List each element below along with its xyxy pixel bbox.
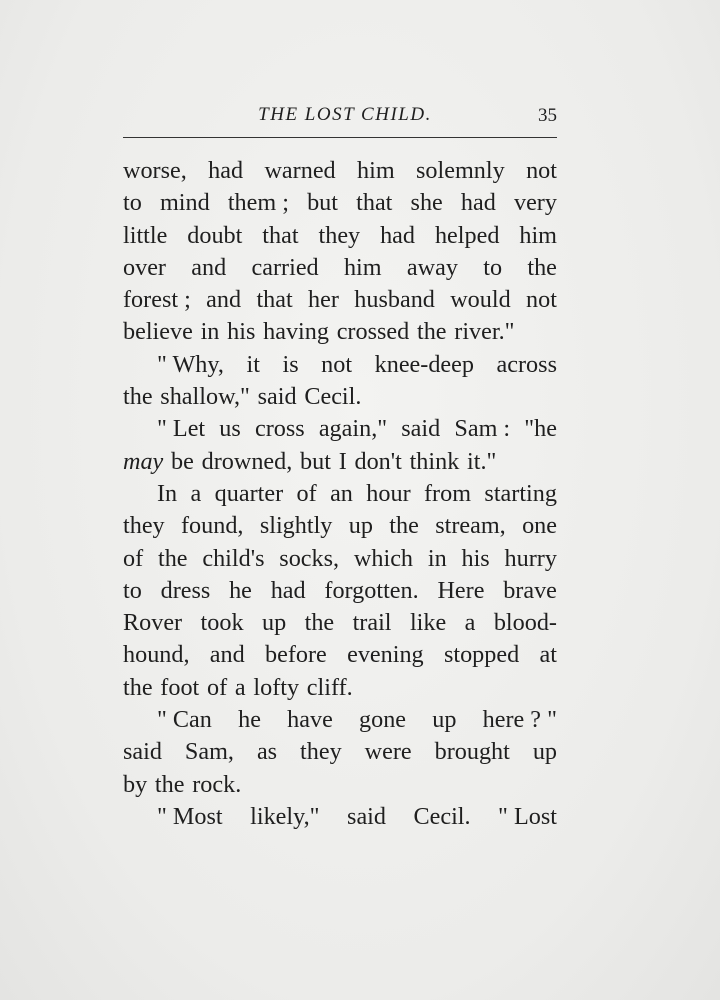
word: have (287, 706, 333, 734)
word: at (539, 641, 557, 669)
text-line (123, 607, 557, 639)
word: like (409, 609, 447, 637)
word: blood- (493, 609, 557, 637)
word: very (513, 189, 557, 217)
running-title: THE LOST CHILD. (258, 104, 432, 125)
word: helped (434, 221, 500, 249)
word: across (496, 350, 557, 378)
word: solemnly (416, 157, 505, 184)
word: cliff. (306, 673, 353, 701)
text-line (123, 704, 557, 736)
text-line (123, 446, 557, 478)
word: they (123, 512, 165, 540)
word: him (343, 253, 382, 281)
word: is (282, 350, 299, 378)
word: rock. (192, 770, 242, 798)
word: " Can (157, 706, 212, 734)
word: not (526, 157, 557, 184)
word: shallow," (160, 383, 250, 411)
word: up (348, 512, 373, 540)
word: " Let (157, 415, 206, 443)
word: them ; (227, 189, 289, 217)
word: may (123, 447, 164, 475)
word: stream, (435, 512, 506, 540)
word: Cecil. (304, 383, 362, 411)
word: as (256, 738, 278, 766)
text-line (123, 639, 557, 671)
word: " Most (157, 802, 223, 830)
word: mind (159, 189, 210, 217)
word: took (200, 609, 244, 637)
word: the (389, 512, 419, 540)
word: the (527, 253, 557, 281)
word: had (460, 189, 496, 217)
text-line (123, 187, 557, 219)
word: in (200, 318, 220, 346)
word: the (154, 770, 185, 798)
text-line (123, 575, 557, 607)
word: found, (181, 512, 244, 540)
word: quarter (214, 479, 284, 507)
word: dress (160, 576, 211, 604)
text-line (123, 543, 557, 575)
word: said (257, 383, 297, 411)
word: from (424, 479, 472, 507)
word: stopped (443, 641, 520, 669)
text-line (123, 220, 557, 252)
word: away (406, 253, 458, 281)
text-line (123, 252, 557, 284)
word: said (347, 802, 386, 830)
word: the (304, 609, 335, 637)
word: over (123, 253, 166, 281)
word: that (256, 286, 293, 314)
word: brought (434, 738, 510, 766)
word: but (300, 447, 331, 475)
word: " Lost (498, 802, 557, 830)
word: a (464, 609, 476, 637)
word: one (522, 512, 557, 540)
text-line (123, 801, 557, 833)
word: to (123, 189, 142, 217)
word: here ? " (482, 706, 557, 734)
word: again," (318, 415, 388, 443)
word: of (123, 544, 144, 572)
word: river." (454, 318, 515, 346)
text-line (123, 736, 557, 768)
word: a (234, 673, 246, 701)
word: " Why, (157, 350, 224, 378)
text-line (123, 316, 557, 348)
word: crossed (336, 318, 410, 346)
word: Cecil. (413, 802, 471, 830)
word: evening (347, 641, 424, 669)
body-text (123, 155, 557, 833)
word: not (526, 286, 557, 314)
page-number: 35 (538, 105, 557, 126)
word: the (157, 544, 188, 572)
word: "he (524, 415, 557, 443)
word: the (123, 383, 153, 411)
word: lofty (253, 673, 300, 701)
text-line (123, 155, 557, 187)
word: hurry (504, 544, 557, 572)
word: it (246, 350, 260, 378)
word: Sam : (454, 415, 511, 443)
word: foot (160, 673, 200, 701)
word: us (219, 415, 241, 443)
word: an (330, 479, 353, 507)
word: said (401, 415, 441, 443)
word: him (519, 221, 557, 249)
word: worse, (123, 157, 187, 184)
word: don't (354, 447, 402, 475)
word: I (338, 447, 347, 475)
text-line (123, 672, 557, 704)
word: forest ; (123, 286, 191, 314)
word: trail (352, 609, 392, 637)
word: had (270, 576, 306, 604)
word: having (263, 318, 329, 346)
word: likely," (250, 802, 320, 830)
page-header (123, 104, 557, 134)
word: knee-deep (374, 350, 474, 378)
word: up (432, 706, 457, 734)
word: doubt (187, 221, 243, 249)
word: he (238, 706, 261, 734)
word: a (190, 479, 202, 507)
word: husband (354, 286, 435, 314)
word: starting (484, 479, 557, 507)
word: little (123, 221, 168, 249)
word: up (532, 738, 557, 766)
word: be (171, 447, 194, 475)
word: that (356, 189, 393, 217)
header-rule (123, 137, 557, 138)
word: of (207, 673, 228, 701)
text-line (123, 510, 557, 542)
word: said (123, 738, 162, 766)
word: slightly (259, 512, 333, 540)
word: to (123, 576, 142, 604)
word: would (450, 286, 511, 314)
word: they (300, 738, 342, 766)
text-line (123, 284, 557, 316)
word: of (296, 479, 317, 507)
word: warned (264, 157, 336, 184)
word: before (265, 641, 327, 669)
word: but (307, 189, 338, 217)
word: in (427, 544, 447, 572)
word: not (321, 350, 353, 378)
word: had (380, 221, 416, 249)
word: the (416, 318, 447, 346)
word: gone (359, 706, 407, 734)
text-line (123, 769, 557, 801)
word: his (461, 544, 490, 572)
word: to (483, 253, 503, 281)
word: cross (254, 415, 305, 443)
word: his (227, 318, 256, 346)
word: hound, (123, 641, 190, 669)
word: were (364, 738, 412, 766)
text-line (123, 413, 557, 445)
word: Sam, (184, 738, 234, 766)
word: her (308, 286, 339, 314)
word: him (357, 157, 395, 184)
word: Here (437, 576, 485, 604)
word: which (353, 544, 414, 572)
word: that (262, 221, 299, 249)
word: the (123, 673, 153, 701)
text-line (123, 349, 557, 381)
word: and (209, 641, 245, 669)
word: it." (467, 447, 497, 475)
word: had (208, 157, 244, 184)
word: up (261, 609, 287, 637)
word: and (191, 253, 227, 281)
word: believe (123, 318, 193, 346)
word: In (157, 479, 178, 507)
text-line (123, 478, 557, 510)
word: he (229, 576, 252, 604)
word: forgotten. (324, 576, 419, 604)
word: socks, (279, 544, 340, 572)
word: by (123, 770, 148, 798)
text-line (123, 381, 557, 413)
word: child's (202, 544, 265, 572)
word: Rover (123, 609, 183, 637)
word: think (409, 447, 460, 475)
word: and (206, 286, 242, 314)
word: brave (503, 576, 557, 604)
word: hour (366, 479, 411, 507)
word: drowned, (201, 447, 293, 475)
word: they (318, 221, 361, 249)
word: she (410, 189, 443, 217)
word: carried (251, 253, 319, 281)
